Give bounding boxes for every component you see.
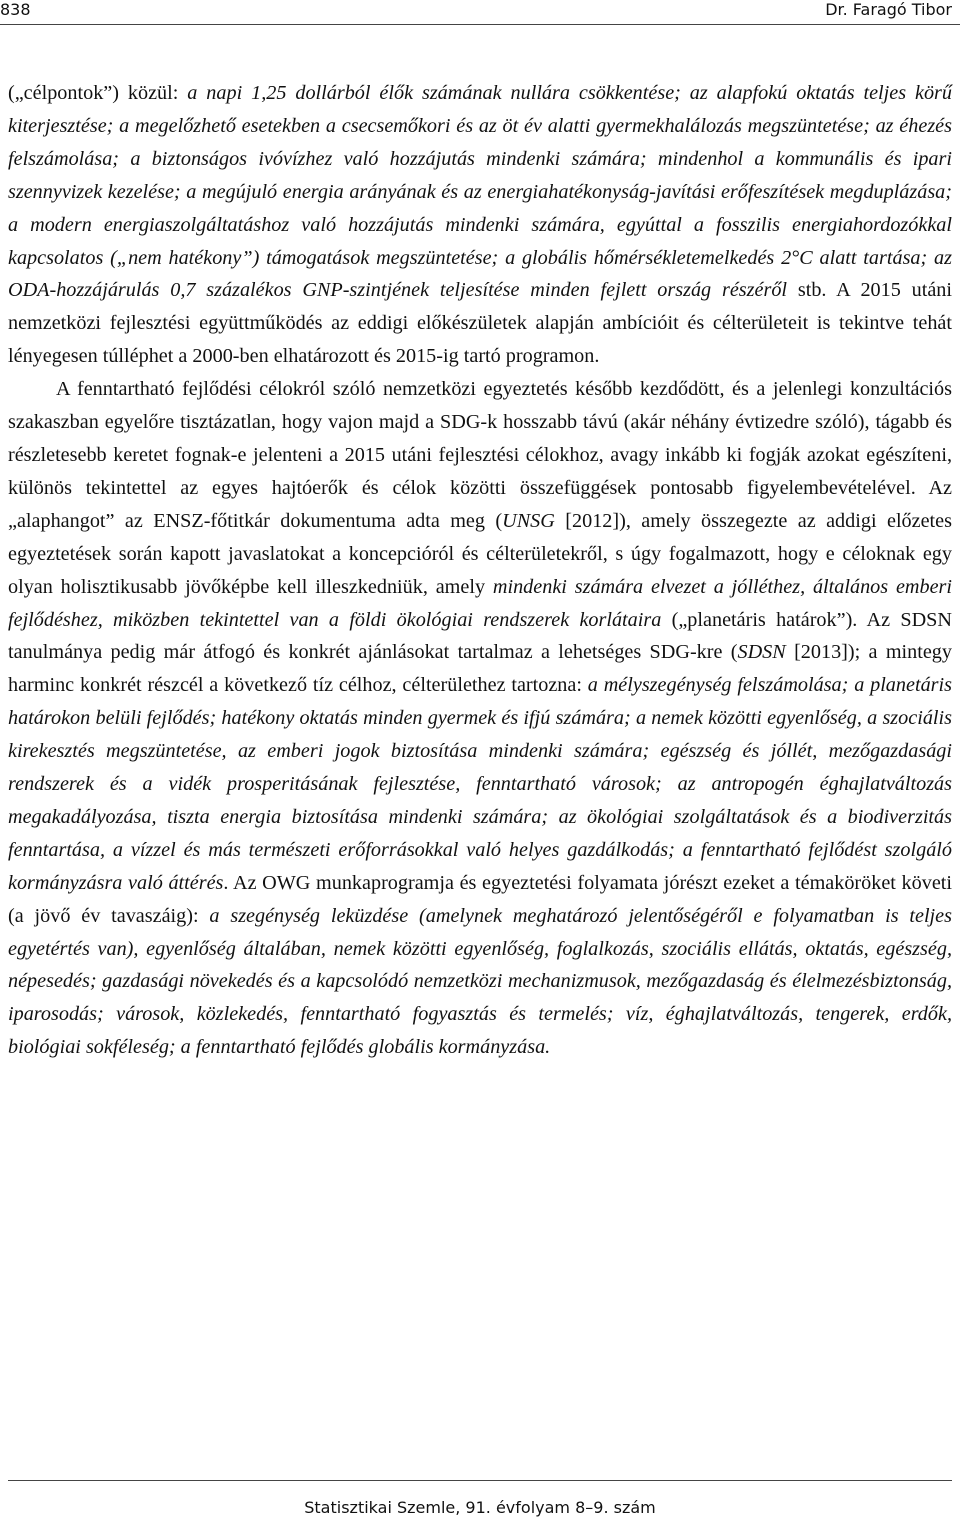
italic-text: a mélyszegénység felszámolása; a planetáris határokon belüli fejlődés; hatékony oktatás minden gyermek és ifjú számára; a nemek közötti egyenlőség, a szociális kirekesztés megszüntetése, az emberi jogok biztosítása mindenki számára; egészség és jóllét, mezőgazdasági rendszerek és a vidék prosperitásának fejlesztése, fenntartható városok; az antropogén éghajlatváltozás megakadályozása, tiszta energia biztosítása mindenki számára; az ökológiai szolgáltatások és a biodiverzitás fenntartása, a vízzel és más természeti erőforrásokkal való helyes gazdálkodás; a fenntartható fejlődést szolgáló kormányzásra való áttérés — [8, 674, 952, 894]
running-head-author: Dr. Faragó Tibor — [825, 0, 952, 19]
italic-text: UNSG — [502, 509, 555, 532]
text-run: A fenntartható fejlődési célokról szóló nemzetközi egyeztetés később kezdődött, és a jelenlegi konzultációs szakaszban egyelőre tisztázatlan, hogy vajon majd a SDG-k hosszabb távú (akár néhány évtizedre szóló), tágabb és részletesebb keretet fognak-e jelenteni a 2015 utáni fejlesztési célokhoz, avagy inkább ki fogják azokat egészíteni, különös tekintettel az egyes hajtóerők és célok közötti összefüggések pontosabb figyelembevételével. Az „alaphangot” az ENSZ-főtitkár dokumentuma adta meg ( — [8, 378, 952, 532]
italic-text: mindenki számára elvezet a jólléthez, általános emberi fejlődéshez, miközben tekintettel van a földi ökológiai rendszerek korlátaira — [8, 575, 953, 631]
text-run: („célpontok”) közül: — [8, 82, 188, 104]
italic-text: a napi 1,25 dollárból élők számának nullára csökkentése; az alapfokú oktatás teljes körű kiterjesztése; a megelőzhető esetekben a csecsemőkori és az öt év alatti gyermekhalálozás megszüntetése; az éhezés felszámolása; a biztonságos ivóvízhez való hozzájutás mindenki számára; mindenhol a kommunális és ipari szennyvizek kezelése; a megújuló energia arányának és az energiahatékonyság-javítási erőfeszítések megduplázása; a modern energiaszolgáltatáshoz való hozzájutás mindenki számára, egyúttal a fosszilis energiahordozókkal kapcsolatos („nem hatékony”) támogatások megszüntetése; a globális hőmérsékletemelkedés 2°C alatt tartása; az ODA-hozzájárulás 0,7 százalékos GNP-szintjének teljesítése minden fejlett ország részéről — [8, 82, 953, 302]
italic-text: a szegénység leküzdése (amelynek meghatározó jelentőségéről e folyamatban is teljes egyetértés van), egyenlőség általában, nemek közötti egyenlőség, foglalkozás, szociális ellátás, oktatás, egészség, népesedés; gazdasági növekedés és a kapcsolódó nemzetközi mechanizmusok, mezőgazdaság és élelmezésbiztonság, iparosodás; városok, közlekedés, fenntartható fogyasztás és termelés; víz, éghajlatváltozás, tengerek, erdők, biológiai sokféleség; a fenntartható fejlődés globális kormányzása. — [8, 904, 952, 1059]
page-number: 838 — [0, 0, 31, 19]
body-text — [8, 77, 952, 1064]
paragraph — [8, 77, 952, 373]
text-run: [2012]), amely összegezte az addigi előzetes egyeztetések során kapott javaslatokat a koncepcióról és célterületekről, s úgy fogalmazott, hogy e céloknak egy olyan holisztikusabb jövőképbe kell illeszkedniük, amely — [8, 509, 952, 598]
page-footer — [0, 1480, 960, 1521]
text-run: [2013]); a mintegy harminc konkrét részcél a következő tíz célhoz, célterülethez tartozna: — [8, 641, 952, 697]
journal-citation: Statisztikai Szemle, 91. évfolyam 8–9. szám — [304, 1498, 656, 1517]
footer-rule — [8, 1480, 952, 1481]
header-rule — [0, 24, 960, 25]
italic-text: SDSN — [737, 641, 786, 664]
text-run: stb. A 2015 utáni nemzetközi fejlesztési együttműködés az eddigi előkészületek alapján ambícióit és célterületeit is tekintve tehát lényegesen túlléphet a 2000-ben elhatározott és 2015-ig tartó programon. — [8, 279, 952, 368]
text-run: („planetáris határok”). Az SDSN tanulmánya pedig már átfogó és konkrét ajánlásokat tartalmaz a lehetséges SDG-kre ( — [8, 608, 952, 664]
paragraph — [8, 373, 952, 1064]
running-head — [0, 0, 960, 22]
text-run: . Az OWG munkaprogramja és egyeztetési folyamata jórészt ezeket a témaköröket követi (a jövő év tavaszáig): — [8, 871, 953, 927]
